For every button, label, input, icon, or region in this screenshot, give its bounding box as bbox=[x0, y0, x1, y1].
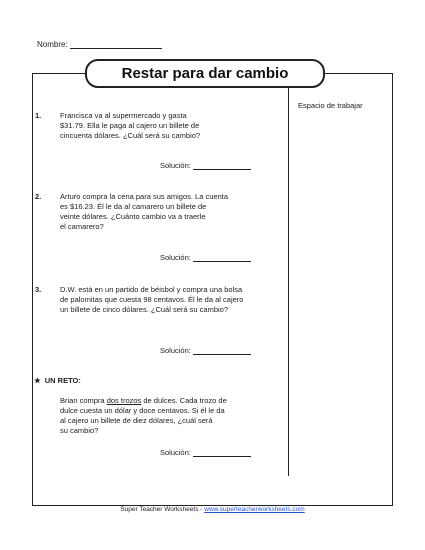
name-line bbox=[70, 40, 162, 49]
challenge-text-part: Brian compra bbox=[60, 396, 107, 405]
problem-line: el camarero? bbox=[60, 222, 104, 231]
problem-line: veinte dólares. ¿Cuánto cambio va a traerle bbox=[60, 212, 206, 221]
challenge-text-part: de dulces. Cada trozo de bbox=[141, 396, 227, 405]
problem-3-number: 3. bbox=[35, 285, 42, 294]
problem-line: dulce cuesta un dólar y doce centavos. Si él le da bbox=[60, 406, 225, 415]
problem-line bbox=[60, 396, 285, 406]
name-field-row bbox=[37, 40, 162, 49]
problem-line: al cajero un billete de diez dólares, ¿cuál será bbox=[60, 416, 213, 425]
solution-line bbox=[193, 346, 251, 355]
page-title: Restar para dar cambio bbox=[85, 59, 325, 88]
solution-label: Solución: bbox=[160, 448, 191, 457]
problem-1-solution bbox=[160, 161, 251, 170]
name-label: Nombre: bbox=[37, 40, 68, 49]
solution-label: Solución: bbox=[160, 161, 191, 170]
challenge-heading bbox=[34, 376, 81, 385]
solution-line bbox=[193, 161, 251, 170]
challenge-underlined-text: dos trozos bbox=[106, 396, 142, 405]
solution-line bbox=[193, 253, 251, 262]
problem-2-number: 2. bbox=[35, 192, 42, 201]
problem-line: un billete de cinco dólares. ¿Cuál será su cambio? bbox=[60, 305, 229, 314]
solution-label: Solución: bbox=[160, 253, 191, 262]
footer-link[interactable]: www.superteacherworksheets.com bbox=[204, 506, 305, 513]
footer bbox=[0, 506, 425, 513]
work-space-divider bbox=[288, 73, 289, 476]
problem-line: Francisca va al supermercado y gasta bbox=[60, 111, 187, 120]
problem-2-solution bbox=[160, 253, 251, 262]
problem-line: Arturo compra la cena para sus amigos. La cuenta bbox=[60, 192, 229, 201]
solution-line bbox=[193, 448, 251, 457]
problem-line: de palomitas que cuesta 98 centavos. Él le da al cajero bbox=[60, 295, 244, 304]
solution-label: Solución: bbox=[160, 346, 191, 355]
problem-line: es $16.23. Él le da al camarero un billete de bbox=[60, 202, 207, 211]
star-icon: ★ bbox=[34, 376, 41, 385]
problem-1-number: 1. bbox=[35, 111, 42, 120]
footer-text: Super Teacher Worksheets - bbox=[120, 506, 205, 513]
problem-2-text bbox=[60, 192, 285, 232]
problem-line: cincuenta dólares. ¿Cuál será su cambio? bbox=[60, 131, 201, 140]
problem-3-text bbox=[60, 285, 290, 315]
problem-line: $31.79. Ella le paga al cajero un billete de bbox=[60, 121, 200, 130]
challenge-label: UN RETO: bbox=[44, 376, 81, 385]
work-space-label: Espacio de trabajar bbox=[298, 101, 363, 110]
challenge-solution bbox=[160, 448, 251, 457]
problem-3-solution bbox=[160, 346, 251, 355]
challenge-text bbox=[60, 396, 285, 436]
problem-line: su cambio? bbox=[60, 426, 99, 435]
problem-line: D.W. está en un partido de béisbol y compra una bolsa bbox=[60, 285, 243, 294]
problem-1-text bbox=[60, 111, 285, 141]
